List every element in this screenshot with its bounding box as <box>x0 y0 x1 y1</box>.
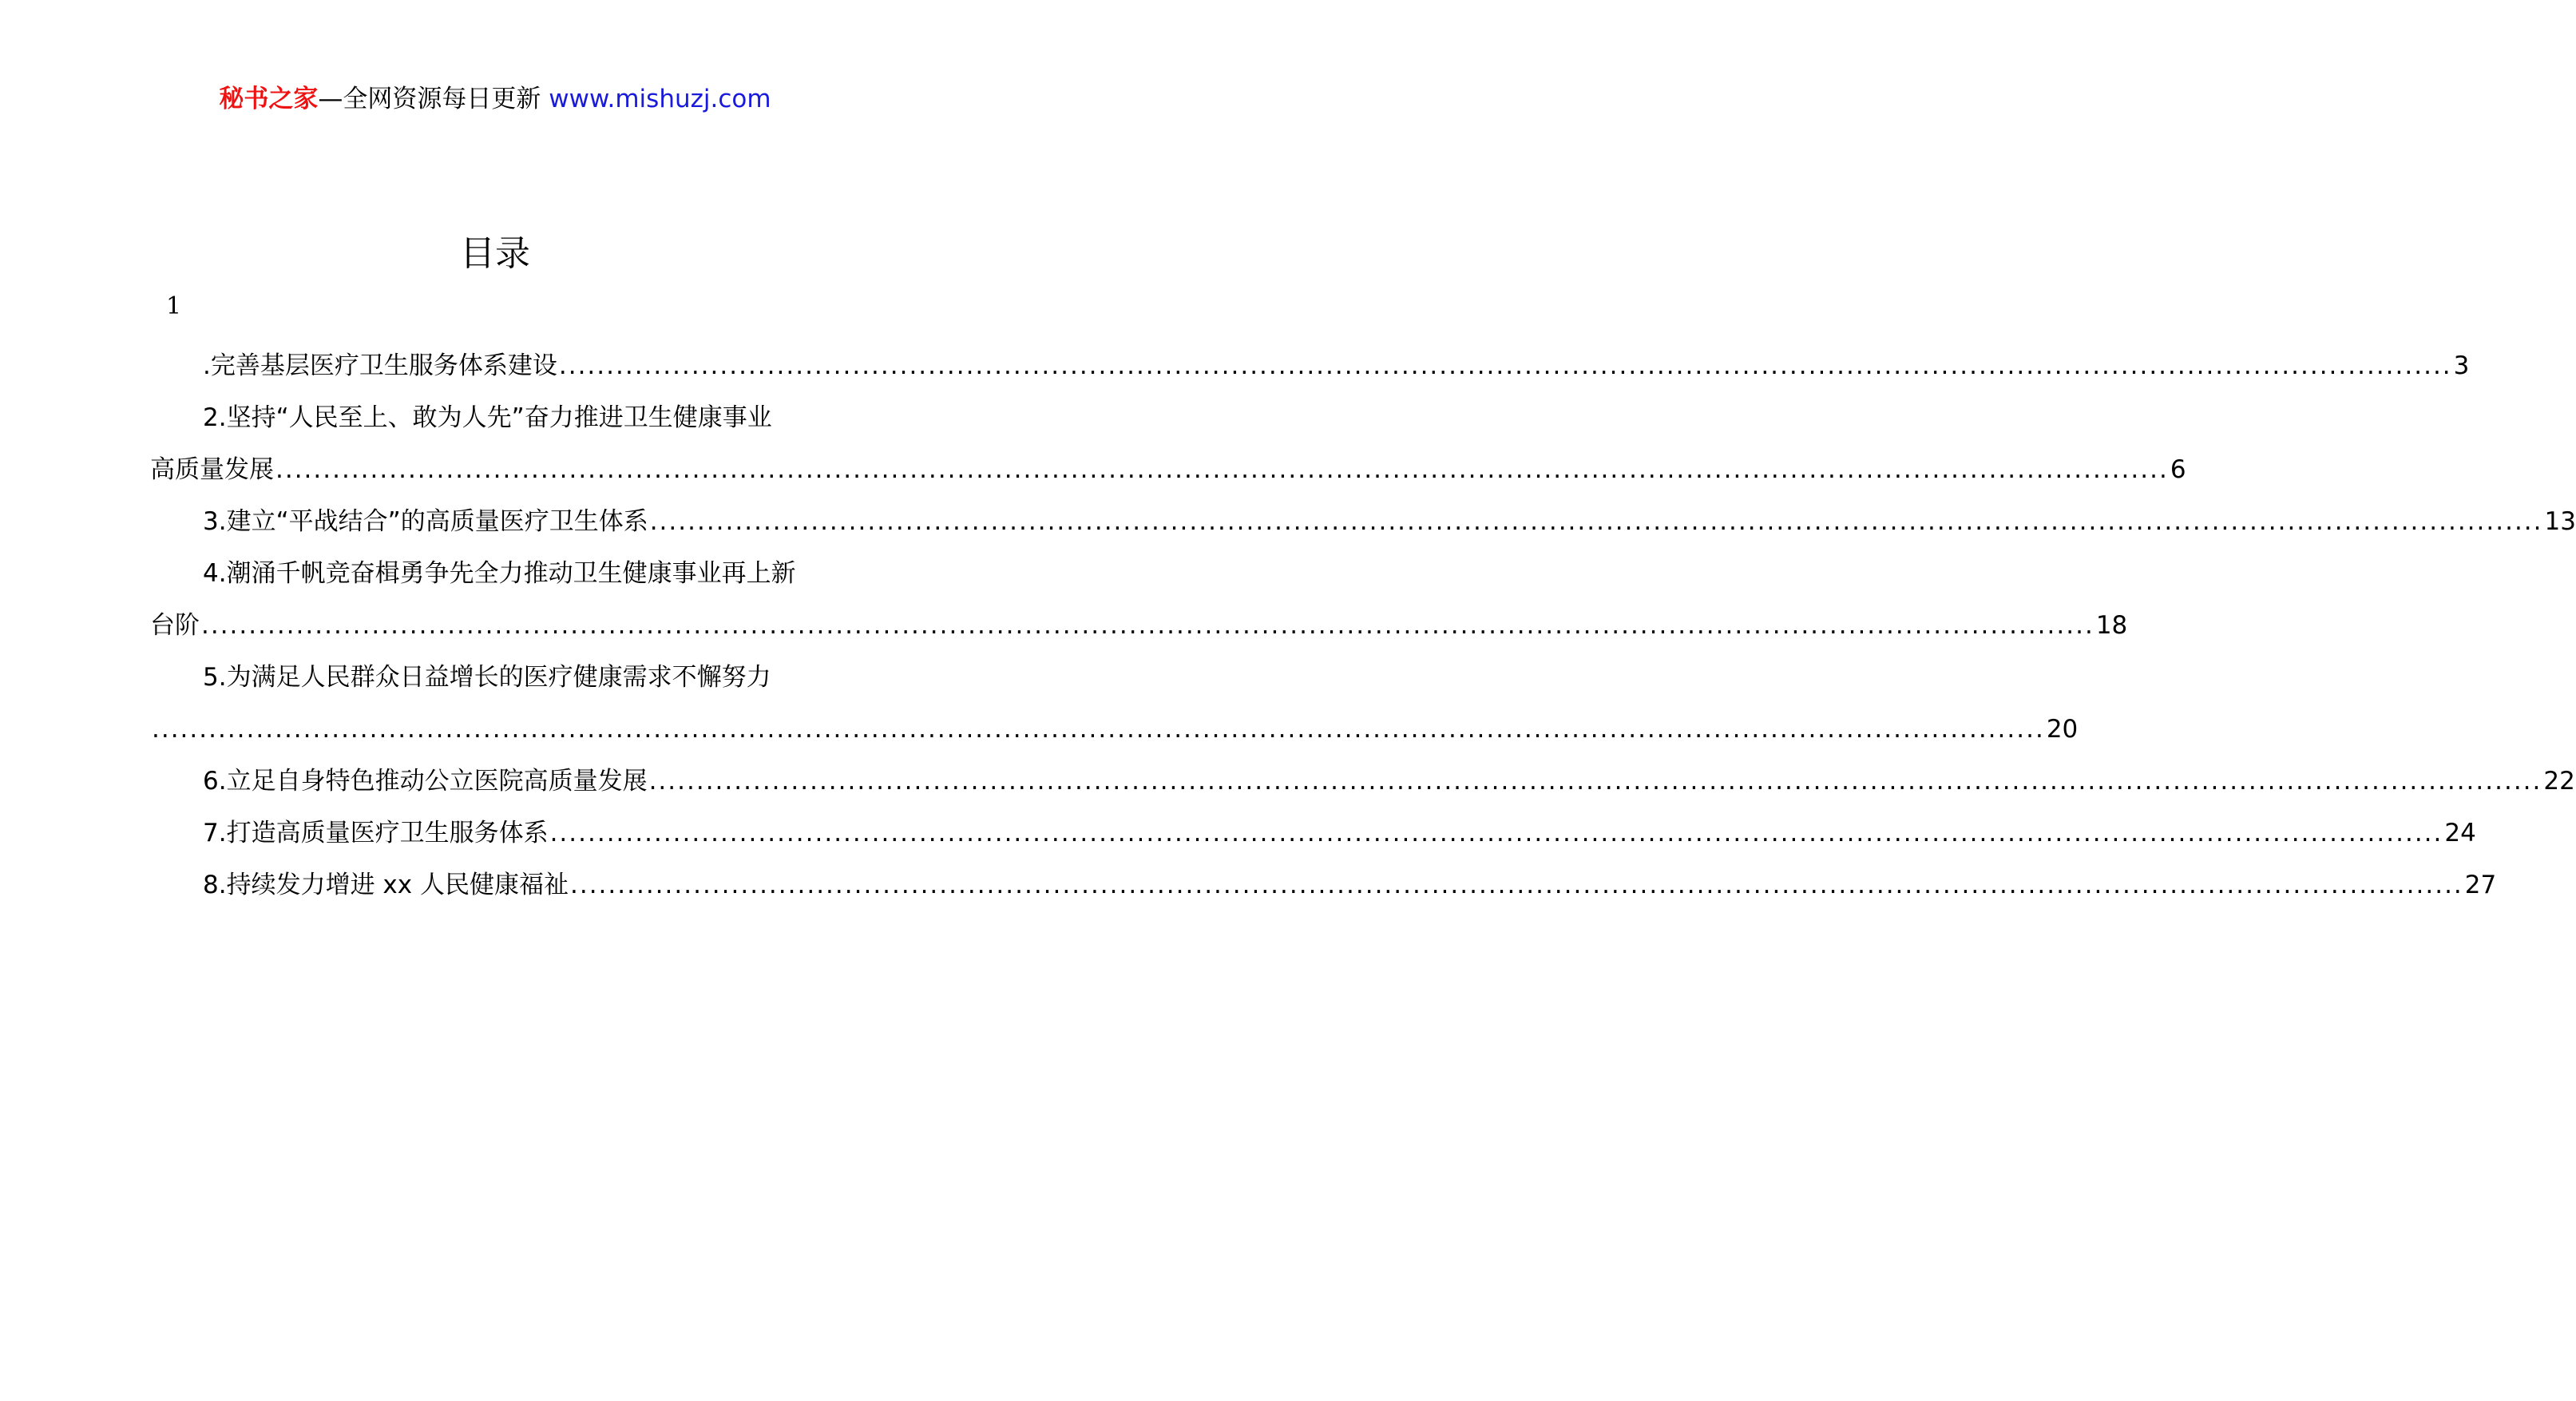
toc-entry-title: 8.持续发力增进 xx 人民健康福祉 <box>203 871 569 899</box>
toc-entry-7[interactable] <box>150 808 2476 859</box>
dot-leader: ........................................................................................................................................................................................................ <box>152 715 2045 744</box>
toc-entry-title: 6.立足自身特色推动公立医院高质量发展 <box>203 767 648 796</box>
table-of-contents <box>150 340 2576 911</box>
toc-entry-page: 6 <box>2170 455 2186 484</box>
toc-entry-title-cont: 台阶 <box>150 611 200 640</box>
toc-entry-page: 13 <box>2544 507 2576 536</box>
toc-entry-6[interactable] <box>150 756 2575 808</box>
site-header <box>0 83 990 115</box>
toc-entry-title: 3.建立“平战结合”的高质量医疗卫生体系 <box>203 507 648 536</box>
dot-leader: ........................................................................................................................................................................................................ <box>549 819 2443 847</box>
toc-entry-title: 2.坚持“人民至上、敢为人先”奋力推进卫生健康事业 <box>203 403 772 432</box>
site-url[interactable]: www.mishuzj.com <box>549 85 771 113</box>
dot-leader: ........................................................................................................................................................................................................ <box>649 507 2543 536</box>
toc-entry-title: 4.潮涌千帆竞奋楫勇争先全力推动卫生健康事业再上新 <box>203 559 796 588</box>
toc-entry-page: 3 <box>2453 351 2470 380</box>
dot-leader: ........................................................................................................................................................................................................ <box>569 871 2463 899</box>
page-title: 目录 <box>460 233 530 274</box>
brand-name: 秘书之家 <box>219 85 319 113</box>
toc-entry-page: 24 <box>2444 819 2476 847</box>
toc-entry-title-cont: 高质量发展 <box>150 455 274 484</box>
toc-entry-title: 7.打造高质量医疗卫生服务体系 <box>203 819 549 847</box>
header-tagline: —全网资源每日更新 <box>318 85 541 113</box>
dot-leader: ........................................................................................................................................................................................................ <box>558 351 2452 380</box>
dot-leader: ........................................................................................................................................................................................................ <box>275 455 2169 484</box>
toc-entry-4-line2[interactable] <box>150 600 2128 652</box>
toc-entry-page: 27 <box>2464 871 2497 899</box>
toc-entry-page: 18 <box>2095 611 2128 640</box>
toc-entry-2-line2[interactable] <box>150 444 2186 496</box>
dot-leader: ........................................................................................................................................................................................................ <box>648 767 2542 796</box>
dot-leader: ........................................................................................................................................................................................................ <box>201 611 2094 640</box>
toc-entry-8[interactable] <box>150 859 2497 911</box>
toc-entry-page: 20 <box>2046 715 2079 744</box>
toc-entry-4-line1[interactable] <box>150 548 838 600</box>
toc-entry-title: 5.为满足人民群众日益增长的医疗健康需求不懈努力 <box>203 663 771 692</box>
toc-entry-3[interactable] <box>150 496 2576 548</box>
toc-entry-page: 22 <box>2543 767 2575 796</box>
toc-entry-5-line2[interactable] <box>150 704 2079 756</box>
toc-entry-2-line1[interactable] <box>150 392 838 444</box>
toc-entry-5-line1[interactable] <box>150 652 838 704</box>
lead-number: 1 <box>166 292 182 320</box>
toc-entry-1[interactable] <box>150 340 2470 392</box>
toc-entry-title: .完善基层医疗卫生服务体系建设 <box>203 351 557 380</box>
